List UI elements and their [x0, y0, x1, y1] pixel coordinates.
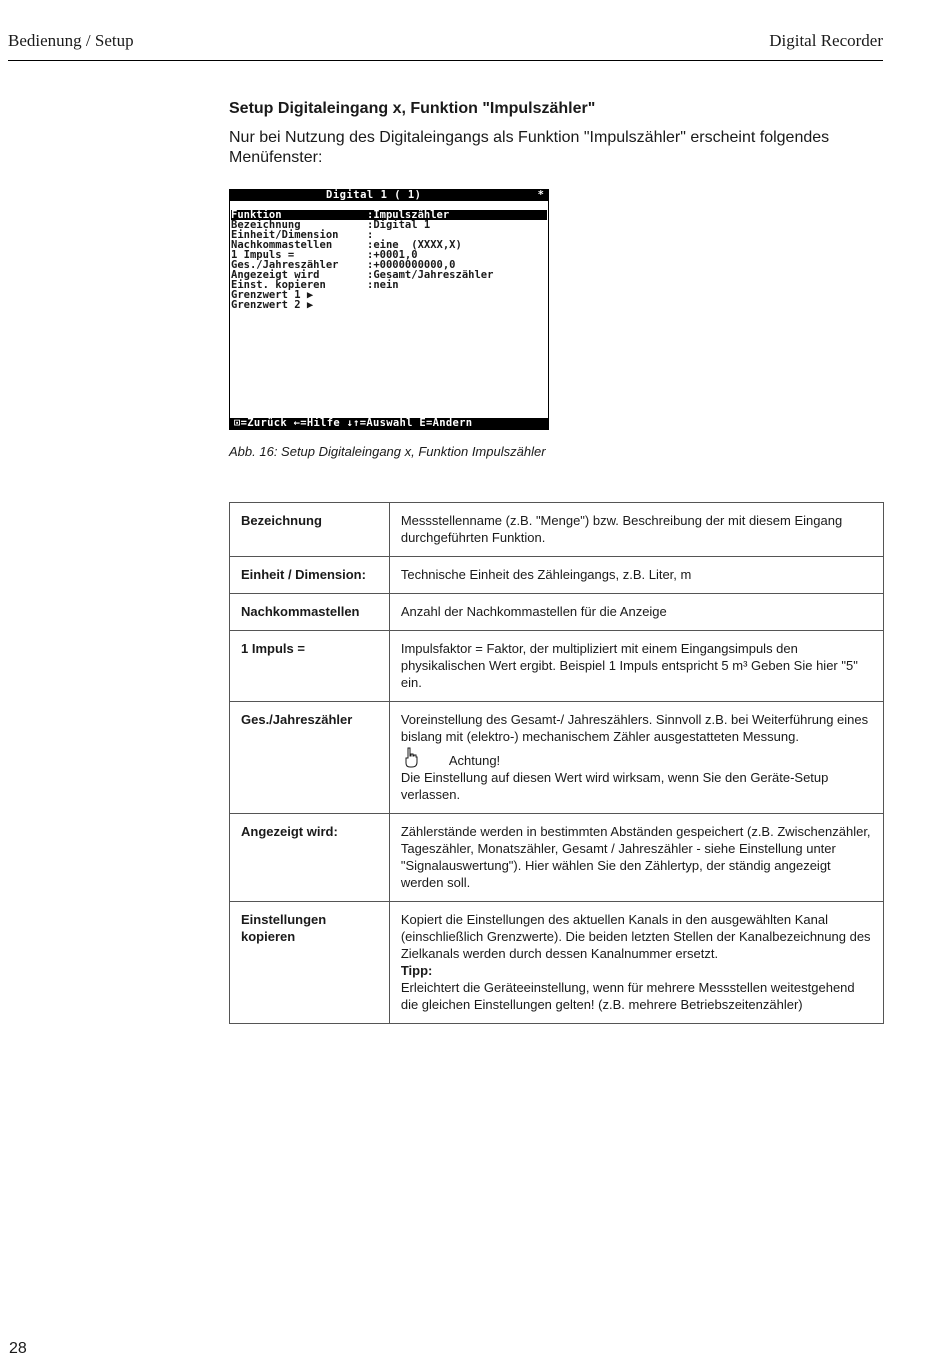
screen-title: Digital 1 ( 1): [326, 189, 422, 201]
menu-label: Grenzwert 1 ▶: [231, 289, 314, 301]
menu-value: :eine (XXXX,X): [367, 239, 462, 251]
term-cell: Einstellungen kopieren: [230, 902, 390, 1024]
table-row: [230, 902, 884, 1024]
menu-row-grenzwert-2[interactable]: [231, 300, 547, 310]
menu-label: Bezeichnung: [231, 219, 301, 231]
menu-label: Angezeigt wird: [231, 269, 320, 281]
menu-value: :Digital 1: [367, 219, 431, 231]
term-cell: Ges./Jahreszähler: [230, 702, 390, 814]
table-row: [230, 631, 884, 702]
desc-text: Kopiert die Einstellungen des aktuellen Kanals in den ausgewählten Kanal (einschließlich Grenzwerte). Die beiden letzten Stellen der Kanalbezeichnung des Zielkanals werden durch dessen Kanalnummer ersetzt.: [400, 912, 871, 961]
menu-label: Ges./Jahreszähler: [231, 259, 339, 271]
warning-note: Die Einstellung auf diesen Wert wird wirksam, wenn Sie den Geräte-Setup verlassen.: [400, 770, 829, 802]
desc-cell: [389, 702, 883, 814]
menu-label: 1 Impuls =: [231, 249, 295, 261]
desc-cell: [389, 631, 883, 702]
tip-text: Erleichtert die Geräteeinstellung, wenn für mehrere Messstellen weitestgehend die gleichen Einstellungen gelten! (z.B. mehrere Betriebszeitenzähler): [400, 980, 855, 1012]
table-row: [230, 503, 884, 557]
desc-cell: [389, 503, 883, 557]
header-right: Digital Recorder: [769, 31, 883, 50]
tip-label: Tipp:: [400, 963, 433, 978]
table-row: [230, 557, 884, 594]
menu-value: :+0000000000,0: [367, 259, 456, 271]
screen-title-bar: [230, 190, 548, 201]
screen-star: *: [537, 189, 544, 201]
table-row: [230, 702, 884, 814]
term-cell: 1 Impuls =: [230, 631, 390, 702]
term-cell: Angezeigt wird:: [230, 814, 390, 902]
term-cell: Nachkommastellen: [230, 594, 390, 631]
pointing-hand-icon: [401, 747, 421, 769]
header-left: Bedienung / Setup: [8, 31, 134, 50]
definition-table: [229, 502, 884, 1024]
screen-menu: [231, 210, 547, 310]
screen-footer-bar: [230, 418, 548, 429]
term-cell: Einheit / Dimension:: [230, 557, 390, 594]
menu-value: :Impulszähler: [367, 209, 450, 221]
menu-label: Einst. kopieren: [231, 279, 326, 291]
menu-label: Grenzwert 2 ▶: [231, 299, 314, 311]
header-rule: [8, 60, 883, 61]
figure-caption: Abb. 16: Setup Digitaleingang x, Funktion Impulszähler: [229, 444, 546, 459]
desc-text: Messstellenname (z.B. "Menge") bzw. Beschreibung der mit diesem Eingang durchgeführten Funktion.: [400, 513, 843, 545]
screen-footer-keys: ⊡=Zurück ←=Hilfe ↓↑=Auswahl E=Ändern: [234, 417, 473, 429]
term-cell: Bezeichnung: [230, 503, 390, 557]
table-row: [230, 814, 884, 902]
desc-text: Impulsfaktor = Faktor, der multipliziert mit einem Eingangsimpuls den physikalischen Wert ergibt. Beispiel 1 Impuls entspricht 5 m³ Geben Sie hier "5" ein.: [400, 641, 858, 690]
intro-text: Nur bei Nutzung des Digitaleingangs als Funktion "Impulszähler" erscheint folgendes Menüfenster:: [229, 129, 830, 166]
menu-label: Einheit/Dimension: [231, 229, 339, 241]
menu-value: :nein: [367, 279, 399, 291]
menu-label: Funktion: [231, 209, 282, 221]
warning-line: [401, 747, 872, 769]
section-title: Setup Digitaleingang x, Funktion "Impulszähler": [229, 100, 596, 117]
desc-text: Zählerstände werden in bestimmten Abständen gespeichert (z.B. Zwischenzähler, Tageszähler, Monatszähler, Gesamt / Jahreszähler - siehe Einstellung unter "Signalauswertung"). Hier wählen Sie den Zählertyp, der ständig angezeigt werden soll.: [400, 824, 871, 890]
menu-value: :Gesamt/Jahreszähler: [367, 269, 494, 281]
desc-text: Technische Einheit des Zähleingangs, z.B. Liter, m: [400, 567, 692, 582]
desc-text: Voreinstellung des Gesamt-/ Jahreszählers. Sinnvoll z.B. bei Weiterführung eines bislang mit (elektro-) mechanischem Zähler ausgestatteten Messung.: [400, 712, 869, 744]
device-screen: [229, 189, 549, 430]
warning-label: Achtung!: [448, 753, 501, 768]
page-number: 28: [9, 1340, 27, 1357]
table-row: [230, 594, 884, 631]
menu-value: :: [367, 229, 374, 241]
menu-label: Nachkommastellen: [231, 239, 333, 251]
desc-cell: [389, 814, 883, 902]
menu-value: :+0001,0: [367, 249, 418, 261]
desc-cell: [389, 594, 883, 631]
desc-cell: [389, 557, 883, 594]
desc-cell: [389, 902, 883, 1024]
desc-text: Anzahl der Nachkommastellen für die Anzeige: [400, 604, 667, 619]
